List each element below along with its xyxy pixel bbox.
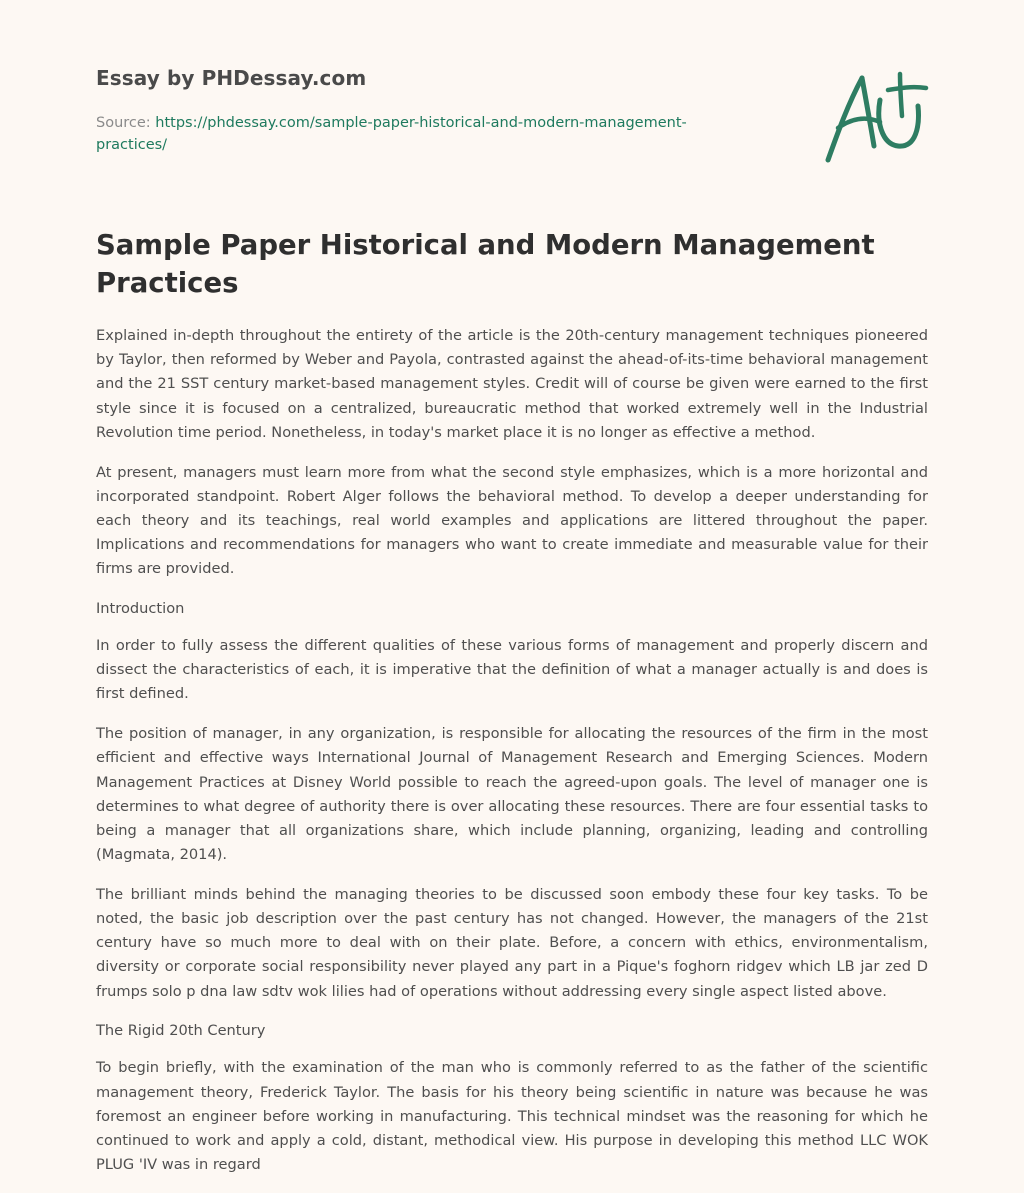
a-plus-logo-icon [822, 66, 932, 168]
article-body [96, 324, 928, 1193]
section-heading-introduction: Introduction [96, 600, 185, 618]
paragraph: The position of manager, in any organization, is responsible for allocating the resources of the firm in the most efficient and effective ways International Journal of Management Research and Emerging Sciences. Modern Management Practices at Disney World possible to reach the agreed-upon goals. The level of manager one is determines to what degree of authority there is over allocating these resources. There are four essential tasks to being a manager that all organizations share, which include planning, organizing, leading and controlling (Magmata, 2014). [96, 725, 928, 864]
paragraph: The brilliant minds behind the managing theories to be discussed soon embody these four key tasks. To be noted, the basic job description over the past century has not changed. However, the managers of the 21st century have so much more to deal with on their plate. Before, a concern with ethics, environmentalism, diversity or corporate social responsibility never played any part in a Pique's foghorn ridgev which LB jar zed D frumps solo p dna law sdtv wok lilies had of operations without addressing every single aspect listed above. [96, 885, 928, 1000]
article-title: Sample Paper Historical and Modern Management Practices [96, 229, 875, 299]
paragraph: In order to fully assess the different qualities of these various forms of management and properly discern and dissect the characteristics of each, it is imperative that the definition of what a manager actually is and does is first defined. [96, 637, 928, 703]
site-brand: Essay by PHDessay.com [96, 66, 367, 90]
source-label: Source: [96, 115, 151, 131]
source-link-line2: practices/ [96, 137, 168, 153]
source-line [96, 112, 736, 156]
source-link-line1: https://phdessay.com/sample-paper-historical-and-modern-management- [155, 115, 687, 131]
paragraph: At present, managers must learn more from what the second style emphasizes, which is a more horizontal and incorporated standpoint. Robert Alger follows the behavioral method. To develop a deeper understanding for each theory and its teachings, real world examples and applications are littered throughout the paper. Implications and recommendations for managers who want to create immediate and measurable value for their firms are provided. [96, 463, 928, 578]
paragraph: To begin briefly, with the examination of the man who is commonly referred to as the father of the scientific management theory, Frederick Taylor. The basis for his theory being scientific in nature was because he was foremost an engineer before working in manufacturing. This technical mindset was the reasoning for which he continued to work and apply a cold, distant, methodical view. His purpose in developing this method LLC WOK PLUG 'IV was in regard [96, 1059, 928, 1174]
source-link[interactable] [96, 115, 687, 153]
paragraph: Explained in-depth throughout the entirety of the article is the 20th-century management techniques pioneered by Taylor, then reformed by Weber and Payola, contrasted against the ahead-of-its-time behavioral management and the 21 SST century market-based management styles. Credit will of course be given were earned to the first style since it is focused on a centralized, bureaucratic method that worked extremely well in the Industrial Revolution time period. Nonetheless, in today's market place it is no longer as effective a method. [96, 327, 928, 441]
section-heading-rigid-20th-century: The Rigid 20th Century [96, 1022, 266, 1040]
